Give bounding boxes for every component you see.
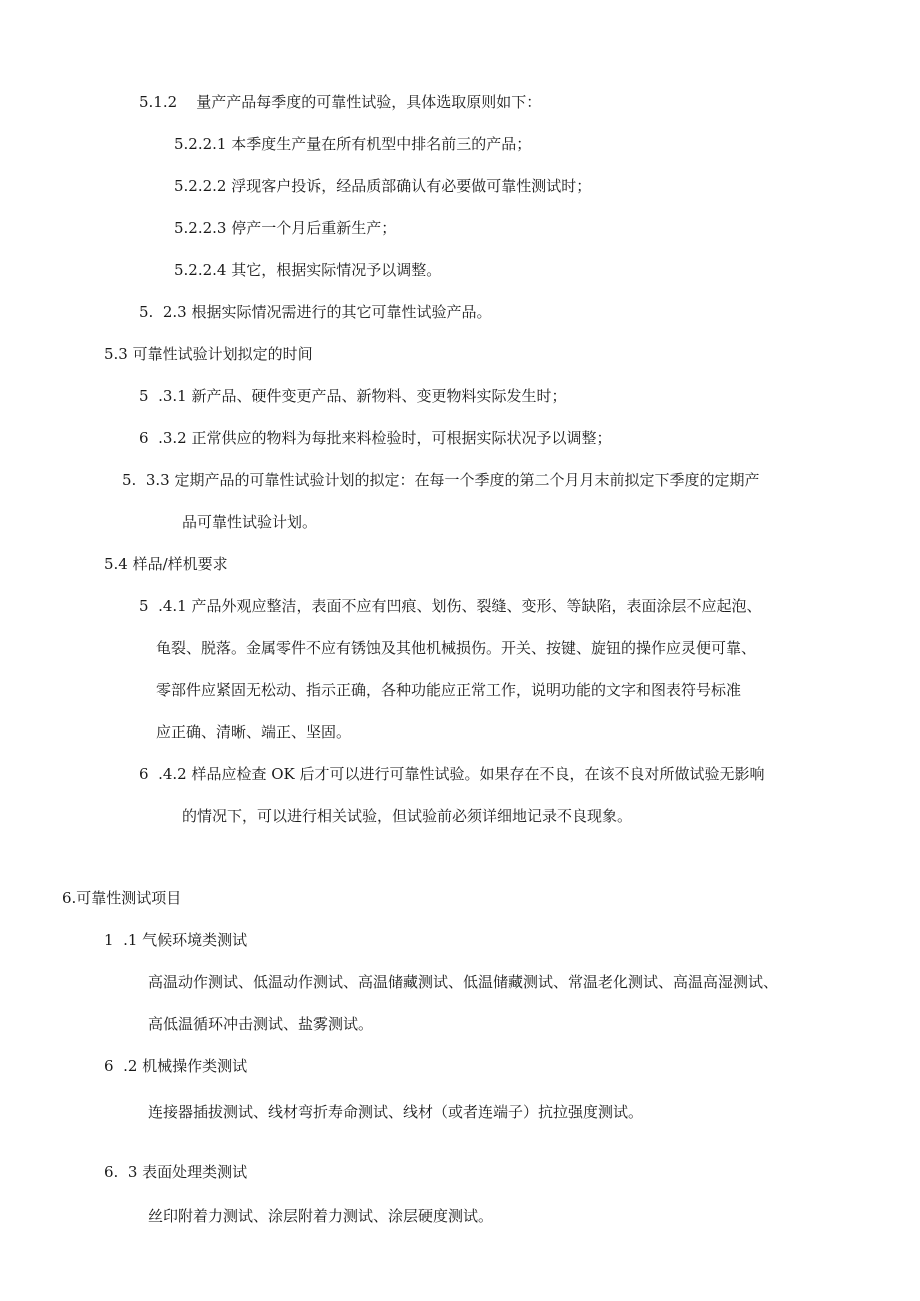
clause-5-3-3: 5. 3.3 定期产品的可靠性试验计划的拟定：在每一个季度的第二个月月末前拟定下季度的定期产: [122, 471, 760, 489]
clause-6-2-body: 连接器插拔测试、线材弯折寿命测试、线材（或者连端子）抗拉强度测试。: [148, 1103, 644, 1121]
clause-6-3-body: 丝印附着力测试、涂层附着力测试、涂层硬度测试。: [148, 1207, 494, 1225]
clause-5-4-2: 6 .4.2 样品应检查 OK 后才可以进行可靠性试验。如果存在不良，在该不良对所做试验无影响: [139, 765, 765, 783]
clause-5-4-1-cont-1: 龟裂、脱落。金属零件不应有锈蚀及其他机械损伤。开关、按键、旋钮的操作应灵便可靠、: [156, 639, 757, 657]
clause-5-2-2-3: 5.2.2.3 停产一个月后重新生产；: [174, 219, 397, 237]
section-heading-6: 6.可靠性测试项目: [62, 889, 182, 907]
clause-5-2-2-2: 5.2.2.2 浮现客户投诉，经品质部确认有必要做可靠性测试时；: [174, 177, 592, 195]
clause-6-1-body-2: 高低温循环冲击测试、盐雾测试。: [148, 1015, 374, 1033]
clause-5-2-2-4: 5.2.2.4 其它，根据实际情况予以调整。: [174, 261, 442, 279]
clause-5-3-1: 5 .3.1 新产品、硬件变更产品、新物料、变更物料实际发生时；: [139, 387, 567, 405]
clause-5-1-2: 5.1.2 量产产品每季度的可靠性试验，具体选取原则如下：: [139, 93, 542, 111]
clause-5-4-1: 5 .4.1 产品外观应整洁，表面不应有凹痕、划伤、裂缝、变形、等缺陷，表面涂层不应起泡、: [139, 597, 762, 615]
clause-5-2-2-1: 5.2.2.1 本季度生产量在所有机型中排名前三的产品；: [174, 135, 532, 153]
clause-5-3-2: 6 .3.2 正常供应的物料为每批来料检验时，可根据实际状况予以调整；: [139, 429, 612, 447]
clause-5-2-3: 5. 2.3 根据实际情况需进行的其它可靠性试验产品。: [139, 303, 492, 321]
clause-5-4-1-cont-2: 零部件应紧固无松动、指示正确，各种功能应正常工作，说明功能的文字和图表符号标准: [156, 681, 742, 699]
clause-5-4-1-cont-3: 应正确、清晰、端正、坚固。: [156, 723, 352, 741]
clause-5-4-2-cont: 的情况下，可以进行相关试验，但试验前必须详细地记录不良现象。: [182, 807, 633, 825]
clause-6-3: 6. 3 表面处理类测试: [104, 1163, 248, 1181]
clause-6-1: 1 .1 气候环境类测试: [104, 931, 248, 949]
clause-6-1-body-1: 高温动作测试、低温动作测试、高温储藏测试、低温储藏测试、常温老化测试、高温高湿测试、: [148, 973, 779, 991]
clause-5-3-3-cont: 品可靠性试验计划。: [182, 513, 318, 531]
clause-6-2: 6 .2 机械操作类测试: [104, 1057, 248, 1075]
section-heading-5-3: 5.3 可靠性试验计划拟定的时间: [104, 345, 313, 363]
section-heading-5-4: 5.4 样品/样机要求: [104, 555, 228, 573]
